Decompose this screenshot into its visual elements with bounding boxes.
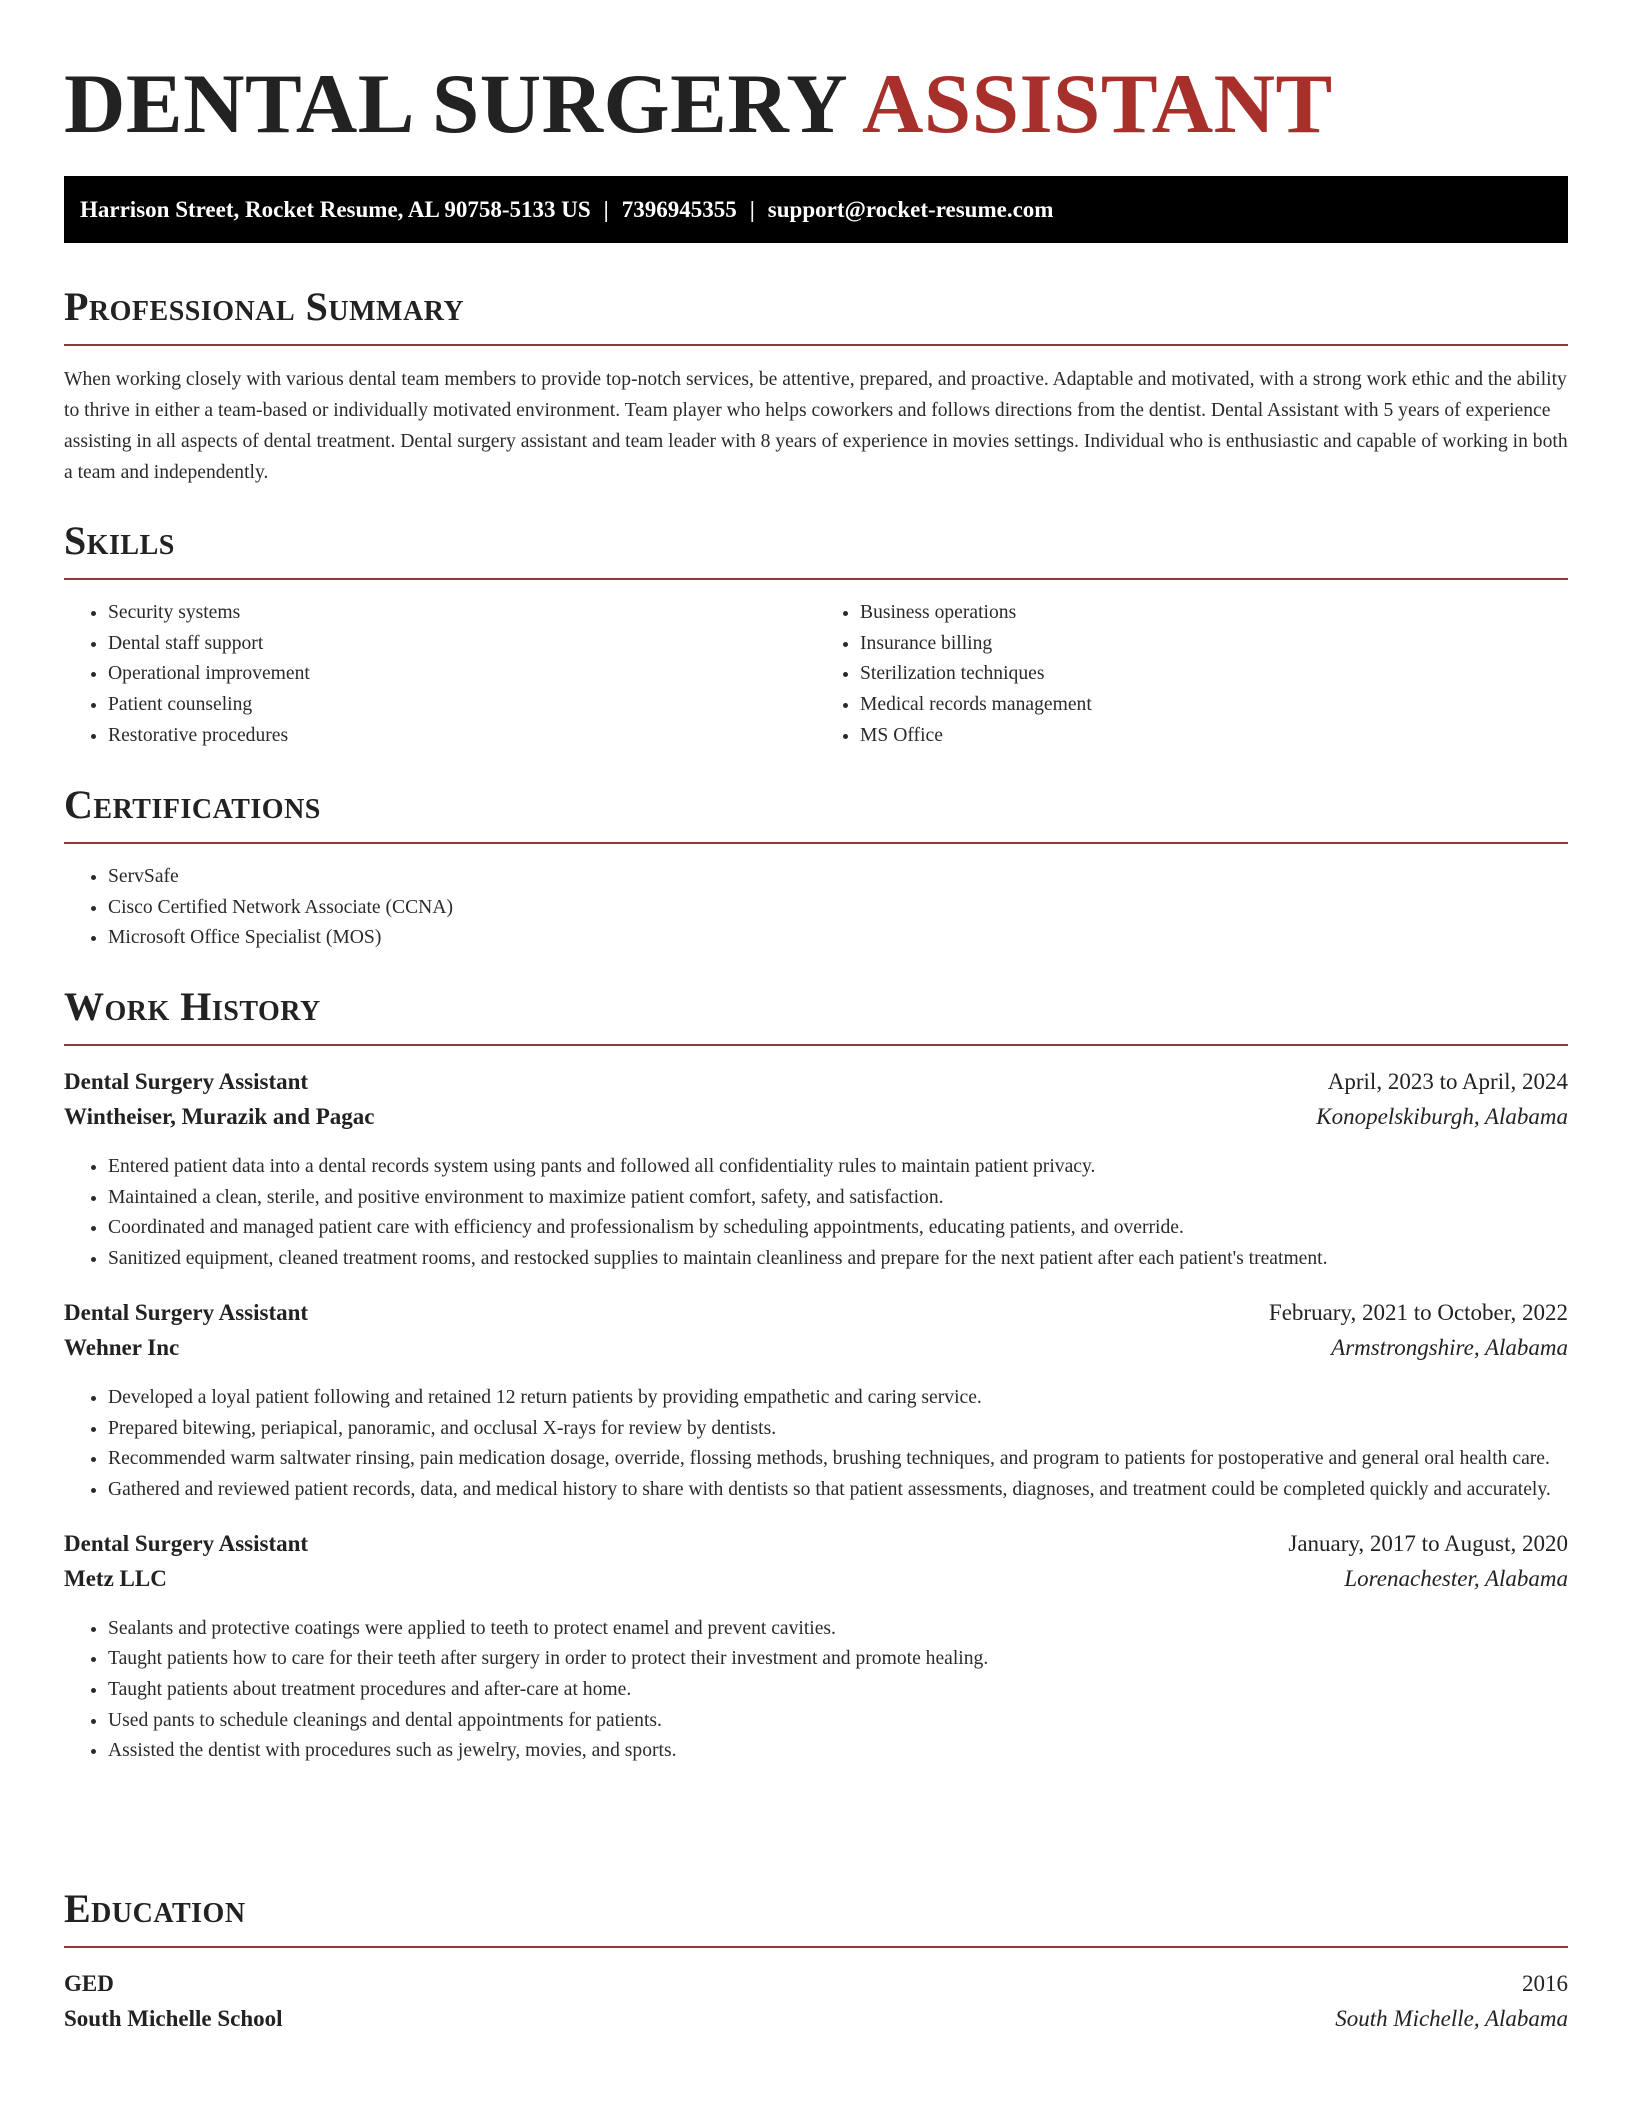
- skill-item: • MS Office: [860, 721, 1568, 752]
- education-location: South Michelle, Alabama: [1335, 2006, 1568, 2031]
- skill-item: • Restorative procedures: [108, 721, 816, 752]
- job-entry: [64, 1295, 1568, 1506]
- job-duties: [64, 1614, 1568, 1768]
- title-accent: ASSISTANT: [862, 57, 1333, 151]
- job-subheader: [64, 1330, 1568, 1365]
- job-location: Konopelskiburgh, Alabama: [1316, 1104, 1568, 1129]
- skill-item: • Operational improvement: [108, 659, 816, 690]
- work-history-section: [64, 982, 1568, 1767]
- job-location: Lorenachester, Alabama: [1344, 1565, 1568, 1591]
- skill-item: • Dental staff support: [108, 629, 816, 660]
- section-divider: [64, 1044, 1568, 1046]
- skill-item: • Sterilization techniques: [860, 659, 1568, 690]
- skill-item: • Insurance billing: [860, 629, 1568, 660]
- summary-section: [64, 282, 1568, 488]
- job-header: [64, 1064, 1568, 1099]
- certification-item: • Microsoft Office Specialist (MOS): [108, 923, 1568, 954]
- work-history-heading: Work History: [64, 984, 321, 1029]
- job-entry: [64, 1064, 1568, 1275]
- skills-columns: [64, 598, 1568, 752]
- job-duty: • Recommended warm saltwater rinsing, pain medication dosage, override, flossing methods, brushing techniques, and program to patients for postoperative and general oral health care.: [108, 1444, 1568, 1475]
- skills-section: [64, 516, 1568, 752]
- skill-item: • Medical records management: [860, 690, 1568, 721]
- section-divider: [64, 578, 1568, 580]
- education-section: [64, 1884, 1568, 2036]
- education-year: 2016: [1522, 1971, 1568, 1996]
- job-company: Metz LLC: [64, 1565, 167, 1591]
- contact-separator: |: [749, 197, 755, 222]
- job-duty: • Prepared bitewing, periapical, panoramic, and occlusal X-rays for review by dentists.: [108, 1414, 1568, 1445]
- education-header: [64, 1966, 1568, 2001]
- summary-heading: Professional Summary: [64, 284, 465, 329]
- job-company: Wintheiser, Murazik and Pagac: [64, 1104, 375, 1129]
- job-dates: April, 2023 to April, 2024: [1327, 1069, 1568, 1094]
- education-heading: Education: [64, 1886, 246, 1931]
- section-divider: [64, 1946, 1568, 1948]
- job-header: [64, 1526, 1568, 1561]
- skill-item: • Business operations: [860, 598, 1568, 629]
- education-subheader: [64, 2001, 1568, 2036]
- job-duty: • Assisted the dentist with procedures such as jewelry, movies, and sports.: [108, 1736, 1568, 1767]
- education-school: South Michelle School: [64, 2006, 283, 2031]
- job-dates: January, 2017 to August, 2020: [1288, 1530, 1568, 1556]
- section-divider: [64, 344, 1568, 346]
- job-subheader: [64, 1561, 1568, 1596]
- job-duty: • Sanitized equipment, cleaned treatment rooms, and restocked supplies to maintain cleanliness and prepare for the next patient after each patient's treatment.: [108, 1244, 1568, 1275]
- contact-address: Harrison Street, Rocket Resume, AL 90758-5133 US: [80, 197, 591, 222]
- contact-separator: |: [603, 197, 609, 222]
- job-duty: • Coordinated and managed patient care with efficiency and professionalism by scheduling appointments, educating patients, and override.: [108, 1213, 1568, 1244]
- contact-bar: [64, 176, 1568, 243]
- job-duties: [64, 1152, 1568, 1275]
- certification-item: • ServSafe: [108, 862, 1568, 893]
- skills-list-right: [816, 598, 1568, 752]
- contact-email[interactable]: support@rocket-resume.com: [767, 197, 1054, 222]
- job-location: Armstrongshire, Alabama: [1331, 1334, 1568, 1360]
- job-dates: February, 2021 to October, 2022: [1268, 1299, 1568, 1325]
- job-duty: • Maintained a clean, sterile, and positive environment to maximize patient comfort, safety, and satisfaction.: [108, 1183, 1568, 1214]
- skills-heading: Skills: [64, 518, 175, 563]
- job-header: [64, 1295, 1568, 1330]
- certifications-section: [64, 780, 1568, 954]
- job-duty: • Sealants and protective coatings were applied to teeth to protect enamel and prevent cavities.: [108, 1614, 1568, 1645]
- job-duty: • Used pants to schedule cleanings and dental appointments for patients.: [108, 1706, 1568, 1737]
- section-divider: [64, 842, 1568, 844]
- skill-item: • Security systems: [108, 598, 816, 629]
- job-duty: • Developed a loyal patient following and retained 12 return patients by providing empathetic and caring service.: [108, 1383, 1568, 1414]
- resume-title: [64, 54, 1333, 154]
- skill-item: • Patient counseling: [108, 690, 816, 721]
- title-main: DENTAL SURGERY: [64, 57, 845, 151]
- certifications-heading: Certifications: [64, 782, 321, 827]
- job-role: Dental Surgery Assistant: [64, 1530, 309, 1556]
- contact-phone[interactable]: 7396945355: [621, 197, 737, 222]
- job-duties: [64, 1383, 1568, 1506]
- job-duty: • Entered patient data into a dental records system using pants and followed all confidentiality rules to maintain patient privacy.: [108, 1152, 1568, 1183]
- job-company: Wehner Inc: [64, 1334, 180, 1360]
- summary-text: When working closely with various dental team members to provide top-notch services, be attentive, prepared, and proactive. Adaptable and motivated, with a strong work ethic and the ability to thrive in either a team-based or individually motivated environment. Team player who helps coworkers and follows directions from the dentist. Dental Assistant with 5 years of experience assisting in all aspects of dental treatment. Dental surgery assistant and team leader with 8 years of experience in movies settings. Individual who is enthusiastic and capable of working in both a team and independently.: [64, 369, 1568, 483]
- job-role: Dental Surgery Assistant: [64, 1299, 309, 1325]
- job-role: Dental Surgery Assistant: [64, 1069, 309, 1094]
- job-entry: [64, 1526, 1568, 1768]
- skills-list-left: [64, 598, 816, 752]
- job-duty: • Taught patients about treatment procedures and after-care at home.: [108, 1675, 1568, 1706]
- job-duty: • Taught patients how to care for their teeth after surgery in order to protect their investment and promote healing.: [108, 1644, 1568, 1675]
- certification-item: • Cisco Certified Network Associate (CCNA): [108, 893, 1568, 924]
- job-duty: • Gathered and reviewed patient records, data, and medical history to share with dentists so that patient assessments, diagnoses, and treatment could be completed quickly and accurately.: [108, 1475, 1568, 1506]
- certifications-list: [64, 862, 1568, 954]
- education-degree: GED: [64, 1971, 114, 1996]
- job-subheader: [64, 1099, 1568, 1134]
